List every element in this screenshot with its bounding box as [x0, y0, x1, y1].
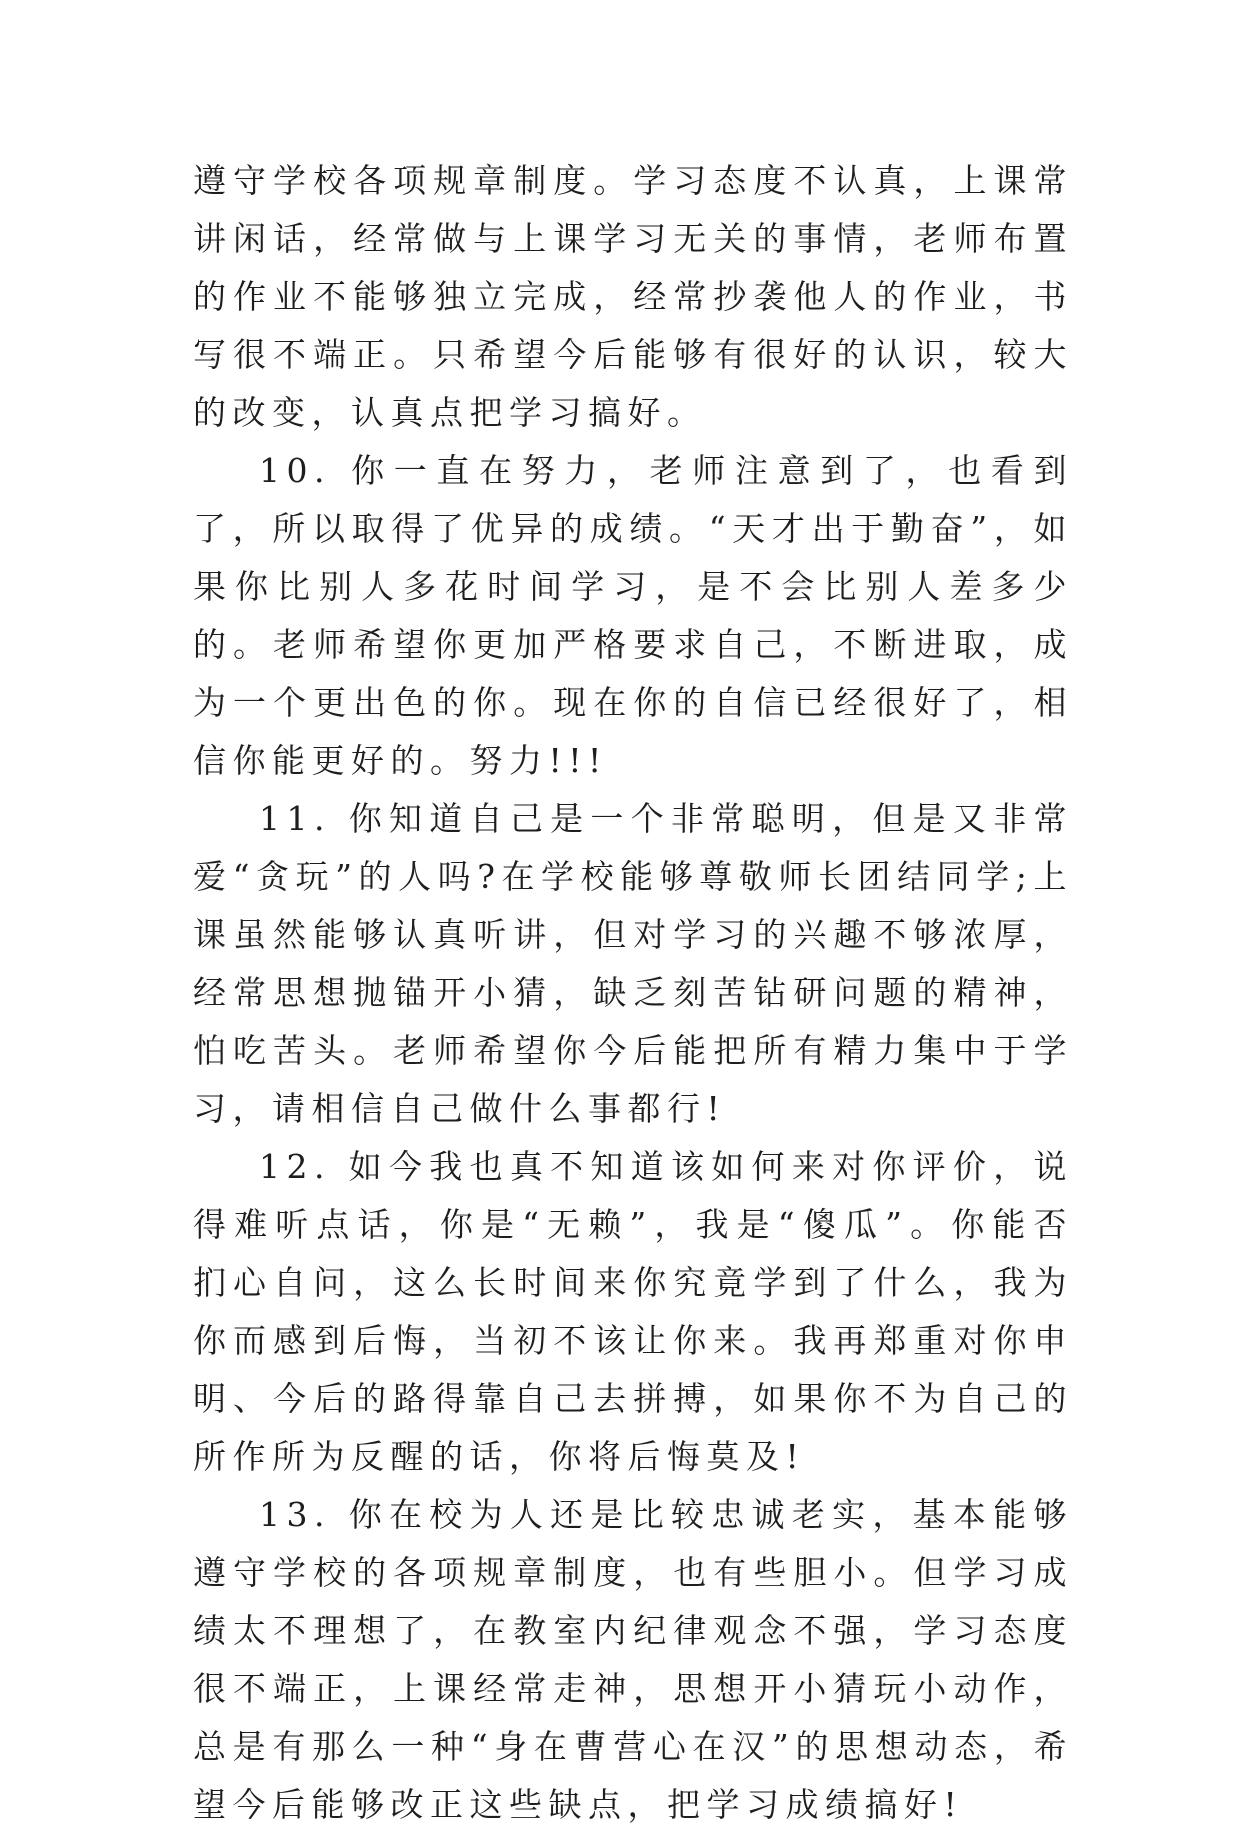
paragraph-comment-10: 10. 你一直在努力，老师注意到了，也看到了，所以取得了优异的成绩。“天才出于勤奋”，如果你比别人多花时间学习，是不会比别人差多少的。老师希望你更加严格要求自己，不断进取，成为一个更出色的你。现在你的自信已经很好了，相信你能更好的。努力!!! — [193, 451, 1073, 780]
paragraph-comment-11: 11. 你知道自己是一个非常聪明，但是又非常爱“贪玩”的人吗?在学校能够尊敬师长团结同学;上课虽然能够认真听讲，但对学习的兴趣不够浓厚，经常思想抛锚开小猜，缺乏刻苦钻研问题的精神，怕吃苦头。老师希望你今后能把所有精力集中于学习，请相信自己做什么事都行! — [193, 799, 1073, 1128]
document-body — [193, 152, 1073, 1834]
paragraph-continued: 遵守学校各项规章制度。学习态度不认真，上课常讲闲话，经常做与上课学习无关的事情，老师布置的作业不能够独立完成，经常抄袭他人的作业，书写很不端正。只希望今后能够有很好的认识，较大的改变，认真点把学习搞好。 — [193, 161, 1073, 432]
paragraph-comment-13: 13. 你在校为人还是比较忠诚老实，基本能够遵守学校的各项规章制度，也有些胆小。但学习成绩太不理想了，在教室内纪律观念不强，学习态度很不端正，上课经常走神，思想开小猜玩小动作，总是有那么一种“身在曹营心在汉”的思想动态，希望今后能够改正这些缺点，把学习成绩搞好! — [193, 1495, 1073, 1824]
paragraph-comment-12: 12. 如今我也真不知道该如何来对你评价，说得难听点话，你是“无赖”，我是“傻瓜”。你能否扪心自问，这么长时间来你究竟学到了什么，我为你而感到后悔，当初不该让你来。我再郑重对你申明、今后的路得靠自己去拼搏，如果你不为自己的所作所为反醒的话，你将后悔莫及! — [193, 1147, 1073, 1476]
